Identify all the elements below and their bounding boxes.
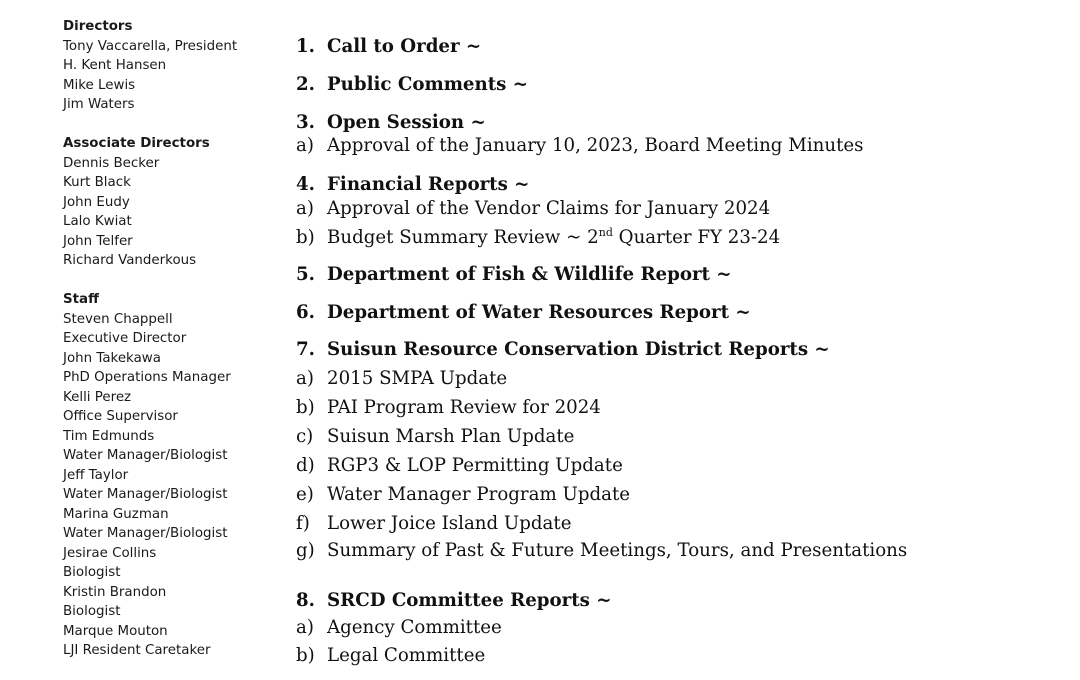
associate-director-name: Richard Vanderkous	[63, 253, 197, 268]
subitem-text: Summary of Past & Future Meetings, Tours, and Presentations	[327, 540, 908, 561]
agenda-item-fish-wildlife	[296, 264, 732, 285]
agenda-subitem	[296, 426, 574, 447]
staff-line: Biologist	[63, 565, 121, 580]
staff-line: Water Manager/Biologist	[63, 487, 228, 502]
subitem-letter: a)	[296, 617, 314, 638]
staff-line: Office Supervisor	[63, 409, 178, 424]
subitem-letter: d)	[296, 455, 315, 476]
subitem-text: Agency Committee	[327, 617, 502, 638]
agenda-item-number: 6.	[296, 302, 315, 323]
staff-line: Kristin Brandon	[63, 584, 167, 600]
staff-line: Executive Director	[63, 331, 187, 346]
subitem-letter: a)	[296, 198, 314, 219]
subitem-text: RGP3 & LOP Permitting Update	[327, 455, 623, 476]
agenda-subitem	[296, 368, 507, 389]
staff-line: Water Manager/Biologist	[63, 448, 228, 463]
agenda-item-srcd-reports	[296, 339, 830, 360]
agenda-item-water-resources	[296, 302, 751, 323]
subitem-text: Approval of the January 10, 2023, Board Meeting Minutes	[327, 135, 864, 156]
agenda-subitem	[296, 513, 571, 534]
director-name: Jim Waters	[63, 97, 135, 112]
agenda-item-financial-reports	[296, 174, 529, 195]
agenda-item-call-to-order	[296, 36, 481, 57]
staff-line: Marina Guzman	[63, 506, 169, 522]
agenda-subitem	[296, 617, 502, 638]
agenda-item-number: 3.	[296, 112, 315, 133]
agenda-item-title: SRCD Committee Reports ~	[327, 590, 612, 611]
associate-director-name: John Telfer	[63, 233, 133, 249]
agenda-subitem	[296, 645, 485, 666]
associate-director-name: John Eudy	[63, 194, 130, 210]
director-name: Tony Vaccarella, President	[63, 38, 238, 54]
associate-director-name: Lalo Kwiat	[63, 214, 132, 229]
agenda-subitem	[296, 198, 770, 219]
subitem-letter: a)	[296, 368, 314, 389]
subitem-text: Legal Committee	[327, 645, 486, 666]
staff-line: Jesirae Collins	[63, 545, 157, 561]
agenda-subitem	[296, 135, 863, 156]
directors-heading: Directors	[63, 19, 133, 34]
agenda-item-number: 7.	[296, 339, 315, 360]
agenda-item-title: Department of Fish & Wildlife Report ~	[327, 264, 732, 285]
subitem-text: Lower Joice Island Update	[327, 513, 572, 534]
staff-line: Kelli Perez	[63, 389, 132, 405]
agenda-item-number: 2.	[296, 74, 315, 95]
agenda-item-title: Call to Order ~	[327, 36, 482, 57]
staff-heading: Staff	[63, 292, 99, 307]
associate-directors-heading: Associate Directors	[63, 136, 210, 151]
agenda-item-open-session	[296, 112, 486, 133]
ordinal-suffix: nd	[598, 226, 613, 239]
staff-line: Marque Mouton	[63, 623, 168, 639]
agenda-item-committee-reports	[296, 590, 611, 611]
agenda-item-number: 4.	[296, 174, 315, 195]
agenda-item-public-comments	[296, 74, 528, 95]
subitem-letter: g)	[296, 540, 315, 561]
agenda-item-title: Public Comments ~	[327, 74, 528, 95]
subitem-letter: e)	[296, 484, 314, 505]
staff-line: John Takekawa	[63, 350, 161, 366]
subitem-letter: c)	[296, 426, 314, 447]
associate-director-name: Dennis Becker	[63, 155, 160, 171]
subitem-letter: a)	[296, 135, 314, 156]
subitem-letter: f)	[296, 513, 310, 534]
agenda-subitem	[296, 455, 623, 476]
agenda-subitem	[296, 397, 601, 418]
staff-line: Jeff Taylor	[63, 467, 129, 483]
agenda-item-title: Open Session ~	[327, 112, 486, 133]
subitem-letter: b)	[296, 645, 315, 666]
subitem-text: Water Manager Program Update	[327, 484, 631, 505]
associate-director-name: Kurt Black	[63, 175, 131, 190]
subitem-text: 2015 SMPA Update	[327, 368, 508, 389]
agenda-item-number: 8.	[296, 590, 315, 611]
subitem-text: Quarter FY 23-24	[612, 227, 781, 248]
subitem-text: Approval of the Vendor Claims for January 2024	[327, 198, 771, 219]
agenda-item-title: Financial Reports ~	[327, 174, 530, 195]
staff-line: PhD Operations Manager	[63, 370, 231, 385]
agenda-item-number: 5.	[296, 264, 315, 285]
subitem-text: Suisun Marsh Plan Update	[327, 426, 575, 447]
director-name: Mike Lewis	[63, 77, 136, 93]
staff-line: LJI Resident Caretaker	[63, 643, 211, 658]
staff-line: Tim Edmunds	[63, 428, 155, 444]
agenda-item-title: Department of Water Resources Report ~	[327, 302, 751, 323]
agenda-item-number: 1.	[296, 36, 315, 57]
staff-line: Steven Chappell	[63, 311, 173, 327]
staff-line: Biologist	[63, 604, 121, 619]
subitem-letter: b)	[296, 397, 315, 418]
director-name: H. Kent Hansen	[63, 58, 167, 73]
staff-line: Water Manager/Biologist	[63, 526, 228, 541]
subitem-text: PAI Program Review for 2024	[327, 397, 601, 418]
agenda-item-title: Suisun Resource Conservation District Reports ~	[327, 339, 830, 360]
agenda-subitem	[296, 540, 907, 561]
agenda-subitem	[296, 484, 630, 505]
subitem-text: Budget Summary Review ~ 2	[327, 227, 599, 248]
agenda-subitem	[296, 227, 780, 248]
subitem-letter: b)	[296, 227, 315, 248]
